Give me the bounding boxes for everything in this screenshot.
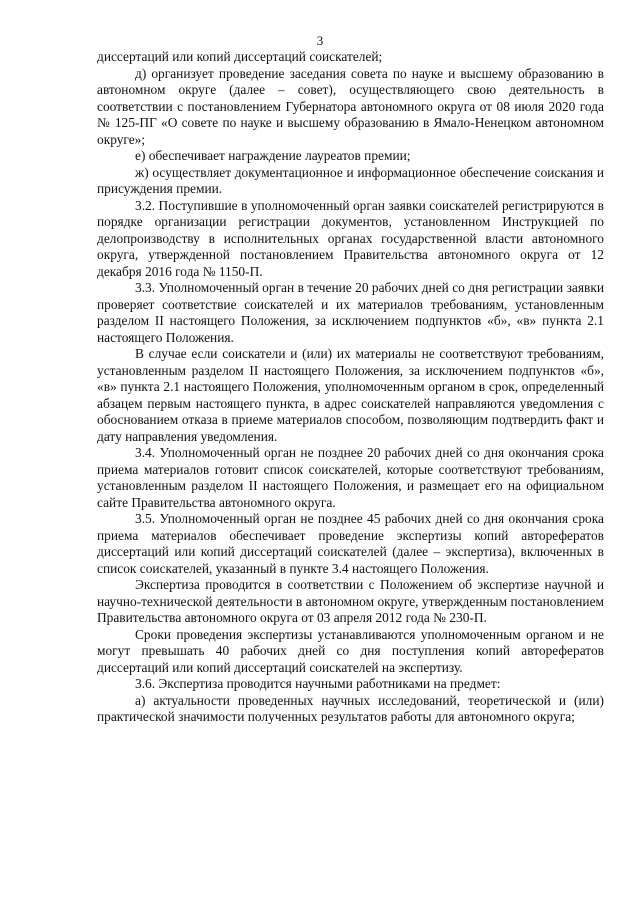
paragraph: д) организует проведение заседания совета по науке и высшему образованию в автономном округе (далее – совет), осуществляющего свою деятельность в соответствии с постановлением Губернатора автономного округа от 08 июля 2020 года № 125-ПГ «О совете по науке и высшему образованию в Ямало-Ненецком автономном округе»; — [97, 65, 604, 147]
document-body — [97, 49, 604, 726]
paragraph: диссертаций или копий диссертаций соискателей; — [97, 49, 383, 64]
page-number: 3 — [316, 33, 324, 48]
paragraph: 3.3. Уполномоченный орган в течение 20 рабочих дней со дня регистрации заявки проверяет соответствие соискателей и их материалов требованиям, установленным разделом II настоящего Положения, за исключением подпунктов «б», «в» пункта 2.1 настоящего Положения. — [97, 280, 604, 345]
paragraph: е) обеспечивает награждение лауреатов премии; — [135, 148, 411, 163]
paragraph: 3.4. Уполномоченный орган не позднее 20 рабочих дней со дня окончания срока приема материалов готовит список соискателей, которые соответствуют требованиям, установленным разделом II настоящего Положения, и размещает его на официальном сайте Правительства автономного округа. — [97, 445, 604, 510]
paragraph: а) актуальности проведенных научных исследований, теоретической и (или) практической значимости полученных результатов работы для автономного округа; — [97, 692, 604, 724]
paragraph: ж) осуществляет документационное и информационное обеспечение соискания и присуждения премии. — [97, 164, 604, 196]
paragraph: 3.2. Поступившие в уполномоченный орган заявки соискателей регистрируются в порядке организации регистрации документов, установленном Инструкцией по делопроизводству в исполнительных органах государственной власти автономного округа, утвержденной постановлением Правительства автономного округа от 12 декабря 2016 года № 1150-П. — [97, 197, 604, 279]
paragraph: Сроки проведения экспертизы устанавливаются уполномоченным органом и не могут превышать 40 рабочих дней со дня поступления копий авторефератов диссертаций или копий диссертаций соискателей на экспертизу. — [97, 626, 604, 675]
paragraph: 3.6. Экспертиза проводится научными работниками на предмет: — [135, 676, 501, 691]
paragraph: Экспертиза проводится в соответствии с Положением об экспертизе научной и научно-технической деятельности в автономном округе, утвержденным постановлением Правительства автономного округа от 03 апреля 2012 года № 230-П. — [97, 577, 604, 625]
paragraph: 3.5. Уполномоченный орган не позднее 45 рабочих дней со дня окончания срока приема материалов обеспечивает проведение экспертизы копий авторефератов диссертаций или копий диссертаций соискателей (далее – экспертиза), включенных в список соискателей, указанный в пункте 3.4 настоящего Положения. — [97, 511, 604, 576]
paragraph: В случае если соискатели и (или) их материалы не соответствуют требованиям, установленным разделом II настоящего Положения, за исключением подпунктов «б», «в» пункта 2.1 настоящего Положения, уполномоченным органом в срок, определенный абзацем первым настоящего пункта, в адрес соискателей направляются уведомления с обоснованием отказа в приеме материалов способом, позволяющим подтвердить факт и дату направления уведомления. — [97, 346, 604, 444]
